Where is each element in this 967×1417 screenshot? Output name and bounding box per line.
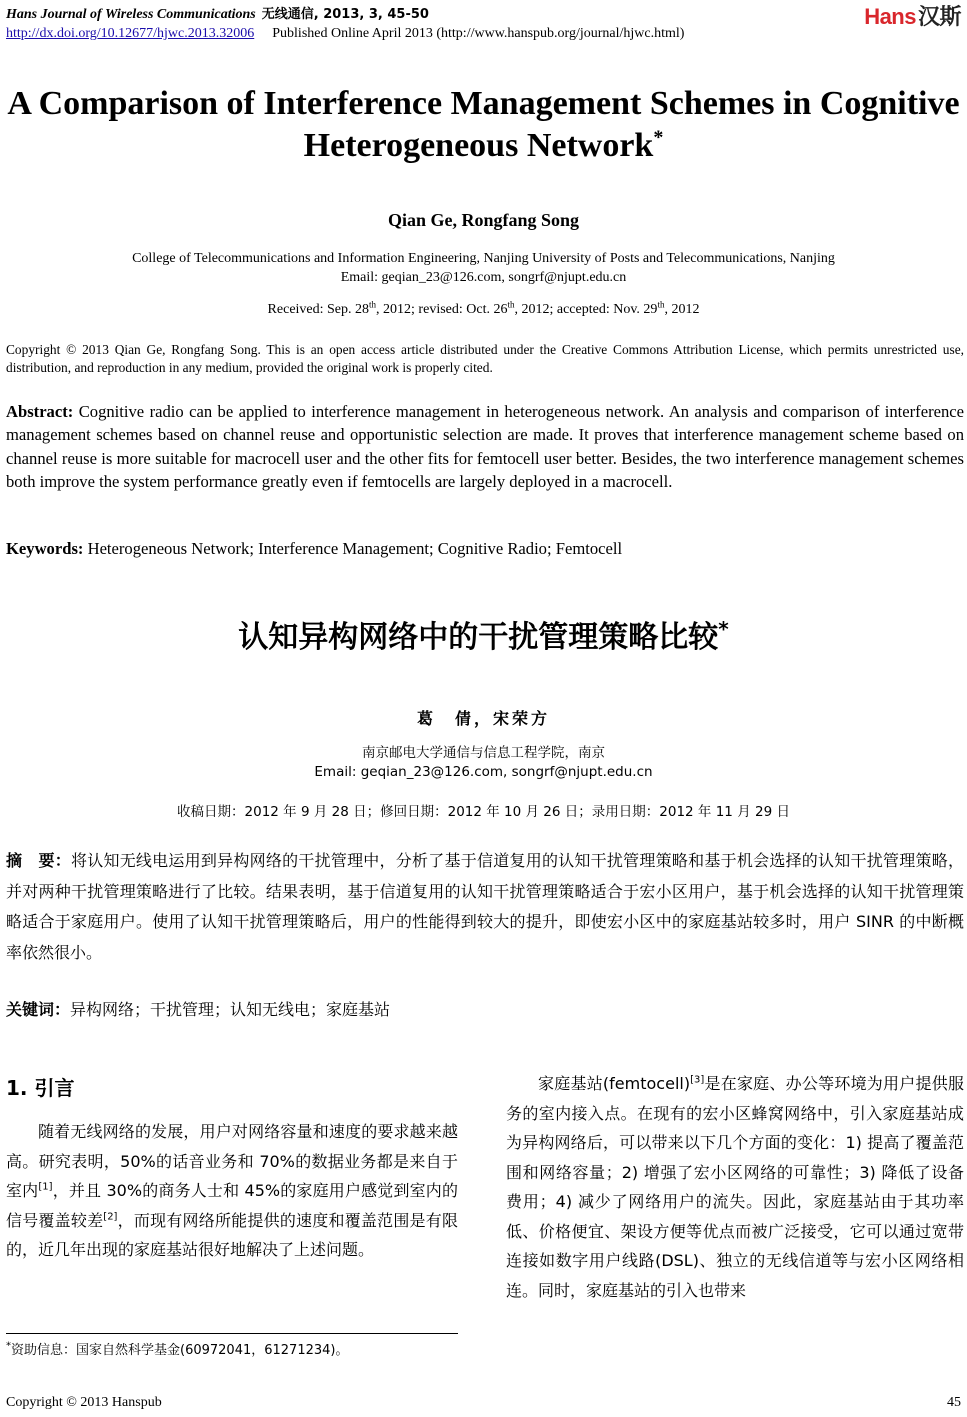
abstract-label: Abstract: <box>6 402 74 421</box>
text-span: 随着无线网络的发展，用户对网络容量和速度的要求越来越高。研究表明，50%的话音业务和 70%的数据业务都是来自于室内 <box>6 1122 458 1200</box>
doi-link[interactable]: http://dx.doi.org/10.12677/hjwc.2013.32006 <box>6 26 255 41</box>
affiliation-cn-block <box>0 744 967 782</box>
received-sup: th <box>369 299 377 310</box>
authors-en: Qian Ge, Rongfang Song <box>387 210 580 230</box>
citation-ref: [2] <box>103 1211 118 1223</box>
keywords-cn-label: 关键词： <box>6 1000 71 1019</box>
received-date: Received: Sep. 28 <box>267 302 370 317</box>
text-span: 是在家庭、办公等环境为用户提供服务的室内接入点。在现有的宏小区蜂窝网络中，引入家庭基站成为异构网络后，可以带来以下几个方面的变化：1) 提高了覆盖范围和网络容量；2) 增强了宏小区网络的可靠性；3) 降低了设备费用；4) 减少了网络用户的流失。因此，家庭基站由于其功率低、价格便宜、架设方便等优点而被广泛接受，它可以通过宽带连接如数字用户线路(DSL)、独立的无线信道等与宏小区网络相连。同时，家庭基站的引入也带来 <box>506 1074 964 1300</box>
abstract-en <box>6 400 964 494</box>
doi-line <box>6 26 684 42</box>
text-span: 家庭基站(femtocell) <box>538 1074 691 1093</box>
dates-tail: , 2012 <box>664 302 700 317</box>
logo-cn: 汉斯 <box>917 5 961 30</box>
abstract-cn-text: 将认知无线电运用到异构网络的干扰管理中，分析了基于信道复用的认知干扰管理策略和基于机会选择的认知干扰管理策略，并对两种干扰管理策略进行了比较。结果表明，基于信道复用的认知干扰管理策略适合于宏小区用户，基于机会选择的认知干扰管理策略适合于家庭用户。使用了认知干扰管理策略后，用户的性能得到较大的提升，即使宏小区中的家庭基站较多时，用户 SINR 的中断概率依然很小。 <box>6 851 964 962</box>
body-left-column <box>6 1117 458 1265</box>
funding-footnote <box>6 1339 348 1358</box>
dates-cn: 收稿日期：2012 年 9 月 28 日；修回日期：2012 年 10 月 26 日；录用日期：2012 年 11 月 29 日 <box>177 804 790 820</box>
text-span: ，而现有网络所能提供的速度和覆盖范围是有限的，近几年出现的家庭基站很好地解决了上述问题。 <box>6 1210 458 1259</box>
body-right-column <box>506 1069 964 1305</box>
copyright-notice: Copyright © 2013 Qian Ge, Rongfang Song. This is an open access article distributed under the Creative Commons Attribution License, which permits unrestricted use, distribution, and reproduction in any medium, provided the original work is properly cited. <box>6 342 964 375</box>
accepted-date: , 2012; accepted: Nov. 29 <box>514 302 658 317</box>
paper-title-en <box>0 83 967 167</box>
title-footnote-mark: * <box>653 126 664 149</box>
affiliation-en-block <box>0 249 967 287</box>
body-paragraph <box>6 1117 458 1265</box>
affiliation-cn: 南京邮电大学通信与信息工程学院，南京 <box>362 745 605 761</box>
keywords-label: Keywords: <box>6 539 84 558</box>
authors-cn: 葛 倩，宋荣方 <box>416 709 550 728</box>
footnote-mark: * <box>6 1340 11 1352</box>
body-paragraph <box>506 1069 964 1305</box>
abstract-cn <box>6 846 964 968</box>
email-en: Email: geqian_23@126.com, songrf@njupt.edu.cn <box>340 270 627 285</box>
footnote-divider <box>6 1333 458 1334</box>
journal-header <box>6 3 429 23</box>
citation-ref: [1] <box>38 1181 53 1193</box>
affiliation-en: College of Telecommunications and Information Engineering, Nanjing University of Posts and Telecommunications, Nanjing <box>132 251 835 266</box>
text-span: ，并且 30%的商务人士和 45%的家庭用户感觉到室内的信号覆盖较差 <box>6 1181 458 1230</box>
logo-en: Hans <box>864 4 916 29</box>
page-number: 45 <box>947 1395 961 1410</box>
keywords-text: Heterogeneous Network; Interference Management; Cognitive Radio; Femtocell <box>83 539 623 558</box>
journal-info-cn: 无线通信, 2013, 3, 45-50 <box>261 7 429 22</box>
title-en-text: A Comparison of Interference Management Schemes in Cognitive Heterogeneous Network <box>7 85 960 164</box>
keywords-en <box>6 539 964 559</box>
journal-name: Hans Journal of Wireless Communications <box>6 7 256 22</box>
accepted-sup: th <box>657 299 665 310</box>
published-online: Published Online April 2013 (http://www.hanspub.org/journal/hjwc.html) <box>272 26 685 41</box>
email-cn: Email: geqian_23@126.com, songrf@njupt.edu.cn <box>314 764 653 780</box>
footnote-text: 资助信息：国家自然科学基金(60972041，61271234)。 <box>11 1343 349 1358</box>
section-heading: 1. 引言 <box>6 1076 75 1100</box>
footer-copyright: Copyright © 2013 Hanspub <box>6 1395 162 1410</box>
hans-logo <box>864 0 961 31</box>
dates-en <box>0 299 967 318</box>
citation-ref: [3] <box>690 1074 705 1086</box>
abstract-text: Cognitive radio can be applied to interference management in heterogeneous network. An analysis and comparison of interference management schemes based on channel reuse and opportunistic selection are made. It proves that interference management scheme based on channel reuse is more suitable for macrocell user and the other fits for femtocell user better. Besides, the two interference management schemes both improve the system performance greatly even if femtocells are largely deployed in a macrocell. <box>6 402 964 492</box>
title-cn-text: 认知异构网络中的干扰管理策略比较 <box>238 620 719 655</box>
title-cn-footnote-mark: * <box>718 617 729 641</box>
keywords-cn-text: 异构网络；干扰管理；认知无线电；家庭基站 <box>70 1000 391 1019</box>
abstract-cn-label: 摘 要： <box>6 851 71 870</box>
paper-title-cn <box>0 612 967 656</box>
revised-date: , 2012; revised: Oct. 26 <box>376 302 508 317</box>
revised-sup: th <box>507 299 515 310</box>
keywords-cn <box>6 997 390 1020</box>
